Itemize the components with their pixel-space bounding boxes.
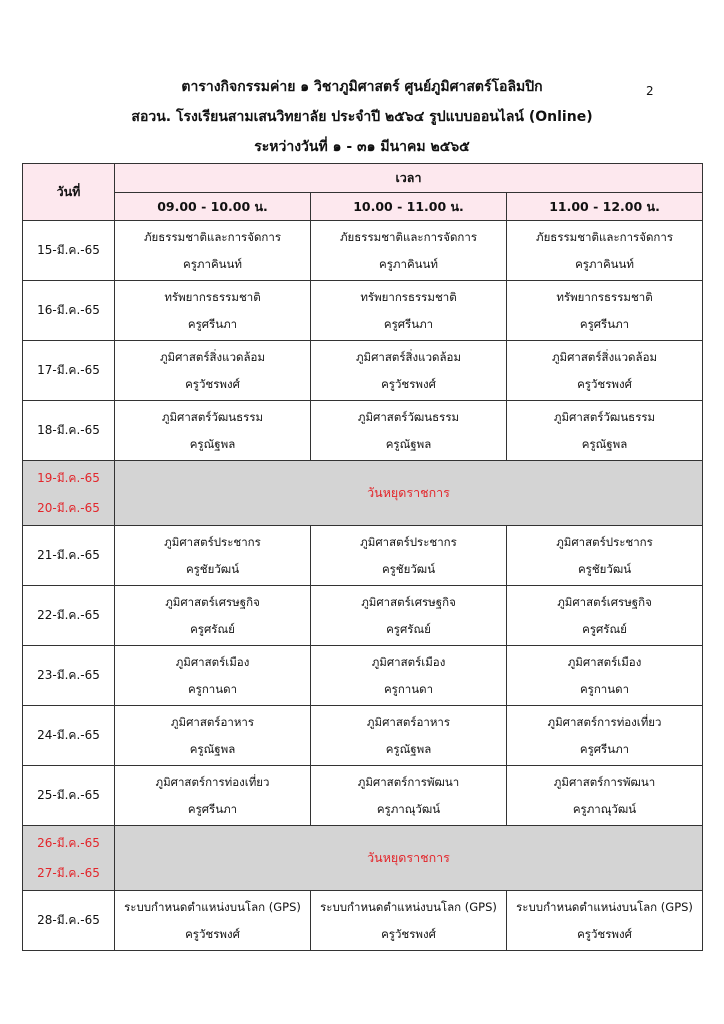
- session-subject: ภัยธรรมชาติและการจัดการ: [143, 229, 282, 244]
- session-teacher: ครูกานดา: [187, 681, 238, 696]
- session-teacher: ครูกานดา: [383, 681, 434, 696]
- title-line-2: สอวน. โรงเรียนสามเสนวิทยาลัย ประจำปี ๒๕๖๔ รูปแบบออนไลน์ (Online): [131, 109, 593, 125]
- session-subject: ภูมิศาสตร์ประชากร: [360, 534, 457, 549]
- session-subject: ภูมิศาสตร์อาหาร: [170, 714, 255, 729]
- session-subject: ระบบกำหนดตำแหน่งบนโลก (GPS): [516, 899, 693, 914]
- session-teacher: ครูวัชรพงศ์: [381, 926, 436, 941]
- session-cell: [115, 341, 311, 401]
- session-cell: [311, 341, 507, 401]
- session-subject: ภูมิศาสตร์ประชากร: [556, 534, 653, 549]
- session-subject: ภูมิศาสตร์วัฒนธรรม: [553, 409, 656, 424]
- session-cell: [507, 706, 703, 766]
- session-teacher: ครูชัยวัฒน์: [381, 561, 436, 576]
- holiday-dates-cell: [23, 826, 115, 891]
- session-teacher: ครูชัยวัฒน์: [185, 561, 240, 576]
- session-teacher: ครูณัฐพล: [385, 436, 432, 451]
- session-teacher: ครูวัชรพงศ์: [577, 376, 632, 391]
- session-subject: ทรัพยากรธรรมชาติ: [556, 289, 653, 304]
- session-subject: ระบบกำหนดตำแหน่งบนโลก (GPS): [320, 899, 497, 914]
- session-subject: ภูมิศาสตร์การท่องเที่ยว: [547, 714, 662, 729]
- session-teacher: ครูณัฐพล: [385, 741, 432, 756]
- session-cell: [507, 221, 703, 281]
- date-cell: 21-มี.ค.-65: [23, 526, 115, 586]
- session-cell: [507, 526, 703, 586]
- date-cell: 25-มี.ค.-65: [23, 766, 115, 826]
- session-cell: [115, 586, 311, 646]
- holiday-label: วันหยุดราชการ: [115, 461, 703, 526]
- date-cell: 15-มี.ค.-65: [23, 221, 115, 281]
- session-subject: ภูมิศาสตร์การพัฒนา: [357, 774, 460, 789]
- document-title: [0, 72, 724, 162]
- session-cell: [115, 766, 311, 826]
- session-subject: ภูมิศาสตร์ประชากร: [164, 534, 261, 549]
- session-teacher: ครูภาคินนท์: [183, 256, 242, 271]
- session-subject: ภูมิศาสตร์เมือง: [567, 654, 642, 669]
- session-cell: [507, 281, 703, 341]
- session-cell: [311, 221, 507, 281]
- session-teacher: ครูณัฐพล: [189, 436, 236, 451]
- session-cell: [311, 706, 507, 766]
- table-row: [23, 401, 703, 461]
- session-subject: ระบบกำหนดตำแหน่งบนโลก (GPS): [124, 899, 301, 914]
- session-subject: ภูมิศาสตร์วัฒนธรรม: [357, 409, 460, 424]
- date-cell: 24-มี.ค.-65: [23, 706, 115, 766]
- schedule-table: [22, 163, 703, 951]
- date-cell: 23-มี.ค.-65: [23, 646, 115, 706]
- session-cell: [311, 526, 507, 586]
- session-teacher: ครูภาณุวัฒน์: [572, 801, 637, 816]
- date-cell: 16-มี.ค.-65: [23, 281, 115, 341]
- session-teacher: ครูวัชรพงศ์: [381, 376, 436, 391]
- session-subject: ภูมิศาสตร์เมือง: [371, 654, 446, 669]
- holiday-row: [23, 461, 703, 526]
- session-cell: [115, 706, 311, 766]
- session-subject: ภูมิศาสตร์เศรษฐกิจ: [165, 594, 260, 609]
- page-number: 2: [646, 84, 654, 98]
- session-cell: [115, 221, 311, 281]
- holiday-date: 26-มี.ค.-65: [37, 836, 100, 850]
- session-teacher: ครูศรัณย์: [582, 621, 627, 636]
- session-subject: ภูมิศาสตร์เศรษฐกิจ: [557, 594, 652, 609]
- title-line-3: ระหว่างวันที่ ๑ - ๓๑ มีนาคม ๒๕๖๕: [254, 139, 470, 155]
- session-subject: ภูมิศาสตร์วัฒนธรรม: [161, 409, 264, 424]
- session-cell: [311, 646, 507, 706]
- session-subject: ทรัพยากรธรรมชาติ: [360, 289, 457, 304]
- time-slot-header: 10.00 - 11.00 น.: [311, 193, 507, 221]
- table-row: [23, 586, 703, 646]
- session-teacher: ครูกานดา: [579, 681, 630, 696]
- session-cell: [115, 891, 311, 951]
- session-subject: ภัยธรรมชาติและการจัดการ: [535, 229, 674, 244]
- table-row: [23, 526, 703, 586]
- session-cell: [507, 766, 703, 826]
- session-subject: ภูมิศาสตร์อาหาร: [366, 714, 451, 729]
- session-cell: [507, 586, 703, 646]
- session-teacher: ครูศรีนภา: [383, 316, 434, 331]
- table-row: [23, 891, 703, 951]
- session-teacher: ครูวัชรพงศ์: [185, 376, 240, 391]
- table-row: [23, 766, 703, 826]
- session-cell: [507, 401, 703, 461]
- session-cell: [115, 526, 311, 586]
- session-cell: [311, 281, 507, 341]
- session-teacher: ครูศรัณย์: [386, 621, 431, 636]
- session-cell: [115, 281, 311, 341]
- table-row: [23, 221, 703, 281]
- session-teacher: ครูศรีนภา: [579, 741, 630, 756]
- time-column-header: เวลา: [115, 164, 703, 193]
- session-teacher: ครูวัชรพงศ์: [577, 926, 632, 941]
- session-cell: [311, 586, 507, 646]
- session-teacher: ครูณัฐพล: [581, 436, 628, 451]
- session-cell: [115, 401, 311, 461]
- session-teacher: ครูภาคินนท์: [575, 256, 634, 271]
- date-cell: 18-มี.ค.-65: [23, 401, 115, 461]
- session-cell: [311, 766, 507, 826]
- schedule-body: [23, 221, 703, 951]
- time-slot-header: 11.00 - 12.00 น.: [507, 193, 703, 221]
- session-subject: ภูมิศาสตร์เศรษฐกิจ: [361, 594, 456, 609]
- session-subject: ภูมิศาสตร์เมือง: [175, 654, 250, 669]
- table-row: [23, 646, 703, 706]
- session-teacher: ครูศรีนภา: [187, 801, 238, 816]
- holiday-date: 20-มี.ค.-65: [37, 501, 100, 515]
- holiday-dates-cell: [23, 461, 115, 526]
- session-teacher: ครูวัชรพงศ์: [185, 926, 240, 941]
- session-subject: ภูมิศาสตร์สิ่งแวดล้อม: [355, 349, 462, 364]
- title-line-1: ตารางกิจกรรมค่าย ๑ วิชาภูมิศาสตร์ ศูนย์ภูมิศาสตร์โอลิมปิก: [181, 79, 543, 95]
- holiday-row: [23, 826, 703, 891]
- session-subject: ภูมิศาสตร์การท่องเที่ยว: [155, 774, 270, 789]
- holiday-date: 19-มี.ค.-65: [37, 471, 100, 485]
- table-row: [23, 341, 703, 401]
- session-teacher: ครูศรีนภา: [579, 316, 630, 331]
- session-subject: ภัยธรรมชาติและการจัดการ: [339, 229, 478, 244]
- session-cell: [115, 646, 311, 706]
- table-row: [23, 281, 703, 341]
- session-subject: ภูมิศาสตร์การพัฒนา: [553, 774, 656, 789]
- date-cell: 22-มี.ค.-65: [23, 586, 115, 646]
- session-teacher: ครูภาคินนท์: [379, 256, 438, 271]
- time-slot-header: 09.00 - 10.00 น.: [115, 193, 311, 221]
- session-cell: [311, 891, 507, 951]
- session-subject: ทรัพยากรธรรมชาติ: [164, 289, 261, 304]
- table-row: [23, 706, 703, 766]
- session-teacher: ครูภาณุวัฒน์: [376, 801, 441, 816]
- date-cell: 28-มี.ค.-65: [23, 891, 115, 951]
- session-teacher: ครูศรัณย์: [190, 621, 235, 636]
- session-teacher: ครูศรีนภา: [187, 316, 238, 331]
- holiday-label: วันหยุดราชการ: [115, 826, 703, 891]
- header-row-1: [23, 164, 703, 193]
- session-cell: [507, 891, 703, 951]
- session-subject: ภูมิศาสตร์สิ่งแวดล้อม: [551, 349, 658, 364]
- header-row-2: [23, 193, 703, 221]
- date-column-header: วันที่: [23, 164, 115, 221]
- session-cell: [507, 646, 703, 706]
- holiday-date: 27-มี.ค.-65: [37, 866, 100, 880]
- session-cell: [507, 341, 703, 401]
- session-teacher: ครูชัยวัฒน์: [577, 561, 632, 576]
- date-cell: 17-มี.ค.-65: [23, 341, 115, 401]
- session-cell: [311, 401, 507, 461]
- session-teacher: ครูณัฐพล: [189, 741, 236, 756]
- session-subject: ภูมิศาสตร์สิ่งแวดล้อม: [159, 349, 266, 364]
